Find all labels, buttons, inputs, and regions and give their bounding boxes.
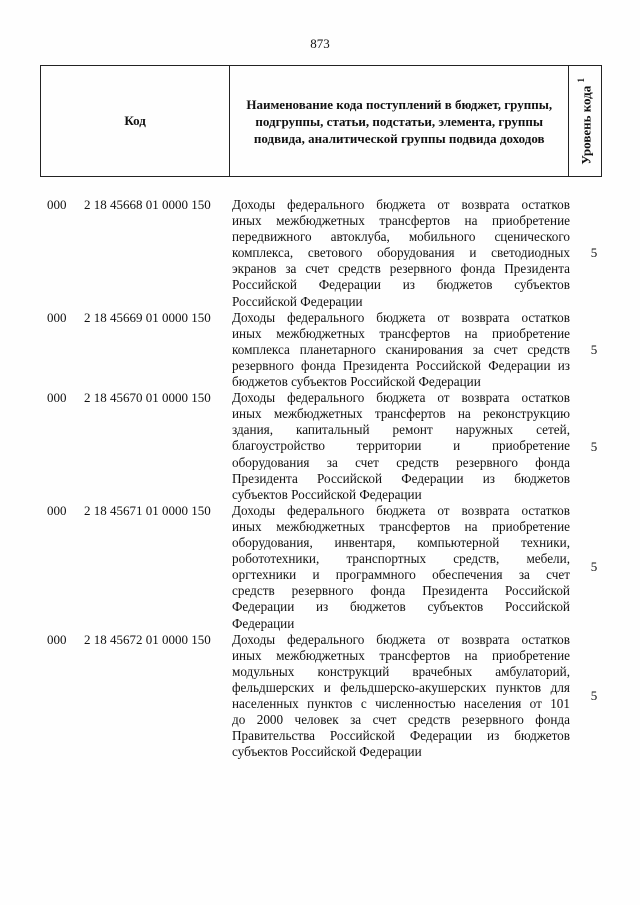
description-line: Доходы федерального бюджета от возврата остатков <box>232 390 570 406</box>
row-prefix: 000 <box>47 390 67 406</box>
description-line: иных межбюджетных трансфертов на приобретение <box>232 325 570 341</box>
table-row <box>0 503 640 632</box>
description-line: населенных пунктов с численностью населения от 101 <box>232 696 570 712</box>
description-line: благоустройство территории и приобретение <box>232 438 570 454</box>
table-row <box>0 390 640 503</box>
header-level-label: Уровень кода <box>578 85 594 165</box>
row-prefix: 000 <box>47 309 67 325</box>
description-line: Доходы федерального бюджета от возврата остатков <box>232 309 570 325</box>
description-line: комплекса планетарного сканирования за счет средств <box>232 341 570 357</box>
description-line: оборудования, инвентаря, компьютерной техники, <box>232 535 570 551</box>
row-level: 5 <box>590 688 598 704</box>
description-line: иных межбюджетных трансфертов на приобретение <box>232 518 570 534</box>
description-line: Российской Федерации из бюджетов субъектов <box>232 277 570 293</box>
description-line: фельдшерских и фельдшерско-акушерских пунктов для <box>232 679 570 695</box>
description-line: средств резервного фонда Президента Российской <box>232 583 570 599</box>
description-line: Федерации из бюджетов субъектов Российской <box>232 599 570 615</box>
row-prefix: 000 <box>47 197 67 212</box>
description-line: бюджетов субъектов Российской Федерации <box>232 374 481 390</box>
description-line: оборудования за счет средств резервного фонда <box>232 454 570 470</box>
row-description <box>232 310 570 391</box>
description-line: Доходы федерального бюджета от возврата остатков <box>232 197 570 212</box>
description-line: модульных конструкций врачебных амбулаторий, <box>232 663 570 679</box>
row-description <box>232 503 570 632</box>
description-line: субъектов Российской Федерации <box>232 486 422 502</box>
row-description <box>232 390 570 503</box>
description-line: передвижного автоклуба, мобильного сценического <box>232 229 570 245</box>
row-level: 5 <box>590 438 598 454</box>
description-line: субъектов Российской Федерации <box>232 744 422 760</box>
description-line: здания, капитальный ремонт наружных сетей, <box>232 422 570 438</box>
description-line: экранов за счет средств резервного фонда Президента <box>232 261 570 277</box>
description-line: оргтехники и программного обеспечения за счет <box>232 567 570 583</box>
description-line: Доходы федерального бюджета от возврата остатков <box>232 631 570 647</box>
description-line: Российской Федерации <box>232 293 363 309</box>
row-level: 5 <box>590 245 598 261</box>
description-line: иных межбюджетных трансфертов на реконструкцию <box>232 406 570 422</box>
description-line: Правительства Российской Федерации из бюджетов <box>232 728 570 744</box>
row-code: 2 18 45668 01 0000 150 <box>84 197 211 212</box>
row-code: 2 18 45671 01 0000 150 <box>84 502 211 518</box>
header-level-footnote: 1 <box>575 77 586 83</box>
row-description <box>232 197 570 310</box>
description-line: робототехники, транспортных средств, мебели, <box>232 551 570 567</box>
row-level: 5 <box>590 559 598 575</box>
description-line: резервного фонда Президента Российской Федерации из <box>232 357 570 373</box>
table-row <box>0 197 640 310</box>
row-code: 2 18 45670 01 0000 150 <box>84 390 211 406</box>
description-line: Федерации <box>232 615 295 631</box>
row-code: 2 18 45669 01 0000 150 <box>84 309 211 325</box>
description-line: комплекса, светового оборудования и светодиодных <box>232 245 570 261</box>
table-row <box>0 310 640 391</box>
row-prefix: 000 <box>47 502 67 518</box>
description-line: иных межбюджетных трансфертов на приобретение <box>232 213 570 229</box>
description-line: иных межбюджетных трансфертов на приобретение <box>232 647 570 663</box>
page-number: 873 <box>310 36 330 51</box>
row-description <box>232 632 570 761</box>
description-line: Доходы федерального бюджета от возврата остатков <box>232 502 570 518</box>
row-prefix: 000 <box>47 631 67 647</box>
header-level <box>569 66 601 176</box>
table-body <box>0 197 640 760</box>
description-line: Президента Российской Федерации из бюджетов <box>232 470 570 486</box>
row-code: 2 18 45672 01 0000 150 <box>84 631 211 647</box>
row-level: 5 <box>590 341 598 357</box>
table-row <box>0 632 640 761</box>
description-line: до 2000 человек за счет средств резервного фонда <box>232 712 570 728</box>
header-name: Наименование кода поступлений в бюджет, группы, подгруппы, статьи, подстатьи, элемента, группы подвида, аналитической группы подвида доходов <box>230 66 569 176</box>
header-code: Код <box>41 66 230 176</box>
table-header <box>40 65 602 177</box>
